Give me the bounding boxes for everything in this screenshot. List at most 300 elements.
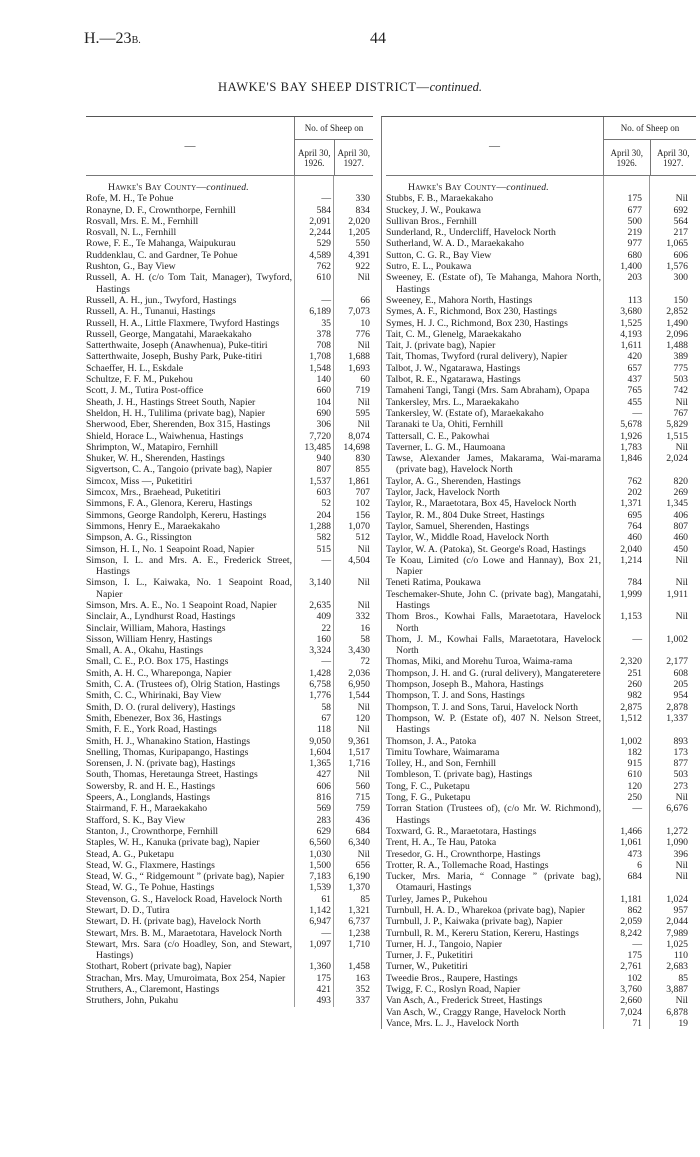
sheep-1926: —	[321, 554, 331, 566]
sheep-1927: 1,544	[348, 690, 370, 702]
owner-name: Van Asch, W., Craggy Range, Havelock North	[386, 1006, 566, 1018]
owner-name: Schultze, F. F. M., Pukehou	[86, 374, 193, 386]
sheep-1927: Nil	[675, 611, 688, 623]
sheep-1926: 175	[316, 972, 331, 984]
sheep-1927: Nil	[357, 701, 370, 713]
sheep-1926: 67	[321, 712, 331, 724]
sheep-1926: 708	[316, 340, 331, 352]
sheep-1926: 421	[316, 984, 331, 996]
sheep-1927: Nil	[675, 859, 688, 871]
owner-name: Turner, J. F., Puketitiri	[386, 950, 474, 962]
table-row	[386, 837, 696, 848]
table-row	[86, 385, 373, 396]
owner-name: Smith, A. H. C., Whareponga, Napier	[86, 667, 232, 679]
table-row	[386, 679, 696, 690]
table-row	[386, 781, 696, 792]
table-row	[386, 769, 696, 780]
sheep-1927: 4,504	[348, 554, 370, 566]
owner-name: Te Koau, Limited (c/o Lowe and Hannay), Box 21, Napier	[386, 554, 601, 578]
table-row	[86, 487, 373, 498]
owner-name: Stead, W. G., “ Ridgemount ” (private bag), Napier	[86, 871, 285, 883]
owner-name: Simmons, Henry E., Maraekakaho	[86, 520, 220, 532]
sheep-1927: 1,370	[348, 882, 370, 894]
sheep-1926: 7,720	[309, 430, 331, 442]
sheep-1927: 460	[673, 532, 688, 544]
sheep-1927: 1,205	[348, 227, 370, 239]
sheep-1927: 7,073	[348, 306, 370, 318]
owner-name: Thompson, T. J. and Sons, Hastings	[386, 690, 525, 702]
sheep-1927: Nil	[357, 724, 370, 736]
col-1927-header: April 30, 1927.	[334, 140, 374, 175]
sheep-1927: Nil	[357, 272, 370, 284]
sheep-1927: 1,490	[666, 317, 688, 329]
table-row	[86, 227, 373, 238]
sheep-1926: 680	[627, 249, 642, 261]
sheep-1927: 1,515	[666, 430, 688, 442]
owner-name: Sutherland, W. A. D., Maraekakaho	[386, 238, 525, 250]
sheep-1926: 1,365	[309, 758, 331, 770]
sheep-1927: 893	[673, 735, 688, 747]
owner-name: Tait, Thomas, Twyford (rural delivery), Napier	[386, 351, 568, 363]
sheep-1927: 707	[355, 487, 370, 499]
sheep-1926: 784	[627, 577, 642, 589]
owner-name: Taylor, A. G., Sherenden, Hastings	[386, 475, 521, 487]
page-number: 44	[370, 30, 386, 47]
owner-name: Sullivan Bros., Fernhill	[386, 215, 477, 227]
table-row	[86, 995, 373, 1006]
sheep-1927: 776	[355, 328, 370, 340]
rows	[386, 193, 696, 1029]
table-row	[386, 261, 696, 272]
owner-name: Tombleson, T. (private bag), Hastings	[386, 769, 533, 781]
owner-name: Snelling, Thomas, Kuripapango, Hastings	[86, 746, 249, 758]
table-row	[386, 736, 696, 747]
owner-name: Ruddenklau, C. and Gardner, Te Pohue	[86, 249, 238, 261]
sheep-1926: 2,040	[620, 543, 642, 555]
owner-name: Stewart, D. D., Tutira	[86, 905, 170, 916]
sheep-1926: 104	[316, 396, 331, 408]
table-row	[386, 690, 696, 701]
group-header: No. of Sheep on	[604, 117, 696, 140]
sheep-1927: 1,070	[348, 520, 370, 532]
sheep-1926: 1,512	[620, 712, 642, 724]
table-row	[86, 374, 373, 385]
sheep-1927: 173	[673, 746, 688, 758]
table-row	[86, 555, 373, 578]
sheep-1927: 550	[355, 238, 370, 250]
sheep-1927: 1,688	[348, 351, 370, 363]
right-table	[381, 116, 696, 1029]
owner-name: Van Asch, A., Frederick Street, Hastings	[386, 995, 543, 1007]
sheep-1927: Nil	[675, 193, 688, 205]
sheep-1926: 1,708	[309, 351, 331, 363]
table-row	[86, 193, 373, 204]
table-row	[386, 431, 696, 442]
sheep-1927: 1,065	[666, 238, 688, 250]
sheep-1926: 283	[316, 814, 331, 826]
sheep-1926: 610	[316, 272, 331, 284]
owner-name: Turnbull, H. A. D., Wharekoa (private bag), Napier	[386, 905, 585, 916]
owner-name: Thompson, Joseph B., Mahora, Hastings	[386, 679, 544, 691]
sheep-1927: 595	[355, 407, 370, 419]
table-row	[86, 577, 373, 600]
sheep-1926: 1,400	[620, 261, 642, 273]
sheep-1926: 5,678	[620, 419, 642, 431]
sheep-1927: 877	[673, 758, 688, 770]
sheep-1927: Nil	[675, 554, 688, 566]
sheep-1927: Nil	[357, 577, 370, 589]
table-row	[86, 363, 373, 374]
owner-name: Torran Station (Trustees of), (c/o Mr. W. Richmond), Hastings	[386, 803, 601, 826]
sheep-1927: 8,074	[348, 430, 370, 442]
owner-name: Stuckey, J. W., Poukawa	[386, 204, 481, 216]
sheep-1927: 1,025	[666, 938, 688, 950]
sheep-1927: 6,737	[348, 916, 370, 928]
owner-name: Rofe, M. H., Te Pohue	[86, 193, 174, 205]
sheep-1926: 460	[627, 532, 642, 544]
table-row	[386, 702, 696, 713]
sheep-1926: 515	[316, 543, 331, 555]
sheep-1926: 118	[316, 724, 331, 736]
sheep-1927: 1,002	[666, 633, 688, 645]
sheep-1927: Nil	[357, 769, 370, 781]
name-column-header: —	[489, 140, 500, 152]
sheep-1926: 250	[627, 792, 642, 804]
sheep-1927: Nil	[357, 419, 370, 431]
owner-name: Vance, Mrs. L. J., Havelock North	[386, 1017, 519, 1029]
sheep-1926: —	[321, 294, 331, 306]
sheep-1927: 1,861	[348, 475, 370, 487]
table-header	[86, 117, 373, 176]
table-row	[386, 611, 696, 634]
owner-name: Stead, W. G., Te Pohue, Hastings	[86, 882, 215, 894]
sheep-1927: 564	[673, 215, 688, 227]
sheep-1927: Nil	[675, 995, 688, 1007]
table-row	[386, 442, 696, 453]
sheep-1926: 657	[627, 362, 642, 374]
group-header: No. of Sheep on	[295, 117, 373, 140]
table-row	[86, 849, 373, 860]
table-row	[86, 510, 373, 521]
owner-name: Tait, C. M., Glenelg, Maraekakaho	[386, 328, 522, 340]
owner-name: Tweedie Bros., Raupere, Hastings	[386, 972, 518, 984]
sheep-1926: 1,181	[620, 893, 642, 905]
table-row	[86, 306, 373, 317]
table-row	[386, 227, 696, 238]
table-row	[86, 238, 373, 249]
table-row	[86, 419, 373, 430]
sheep-1927: 855	[355, 464, 370, 476]
sheep-1926: 306	[316, 419, 331, 431]
owner-name: Simcox, Mrs., Braehead, Puketitiri	[86, 487, 221, 499]
owner-name: Thompson, W. P. (Estate of), 407 N. Nelson Street, Hastings	[386, 712, 601, 736]
owner-name: Shuker, W. H., Sherenden, Hastings	[86, 453, 225, 465]
col-1926-header: April 30, 1926.	[298, 147, 331, 168]
table-row	[86, 781, 373, 792]
owner-name: Turner, W., Puketitiri	[386, 961, 468, 973]
owner-name: Sweeney, E. (Estate of), Te Mahanga, Mahora North, Hastings	[386, 272, 601, 295]
sheep-1927: 503	[673, 769, 688, 781]
table-row	[86, 939, 373, 962]
owner-name: Tankersley, W. (Estate of), Maraekakaho	[386, 407, 544, 419]
owner-name: Rosvall, Mrs. E. M., Fernhill	[86, 215, 199, 227]
sheep-1927: 110	[673, 950, 688, 962]
owner-name: Simson, H. I., No. 1 Seapoint Road, Napier	[86, 543, 255, 555]
sheep-1926: 1,846	[620, 453, 642, 465]
owner-name: Stothart, Robert (private bag), Napier	[86, 961, 232, 973]
sheep-1926: 2,635	[309, 599, 331, 611]
table-row	[86, 623, 373, 634]
table-row	[86, 645, 373, 656]
owner-name: Sutton, C. G. R., Bay View	[386, 249, 492, 261]
table-row	[386, 747, 696, 758]
owner-name: Tankersley, Mrs. L., Maraekakaho	[386, 396, 519, 408]
table-row	[386, 792, 696, 803]
sheep-1927: 156	[355, 509, 370, 521]
col-1926-header: April 30, 1926.	[610, 147, 643, 168]
sheep-1926: 4,589	[309, 249, 331, 261]
table-row	[386, 589, 696, 612]
sheep-1926: 6	[637, 859, 642, 871]
table-row	[86, 544, 373, 555]
sheep-1927: 2,036	[348, 667, 370, 679]
sheep-1926: 1,360	[309, 961, 331, 973]
sheep-1926: 977	[627, 238, 642, 250]
owner-name: Toxward, G. R., Maraetotara, Hastings	[386, 825, 537, 837]
table-row	[386, 995, 696, 1006]
sheep-1926: 71	[632, 1017, 642, 1029]
owner-name: Thom, J. M., Kowhai Falls, Maraetotara, Havelock North	[386, 633, 601, 657]
sheep-1926: 1,525	[620, 317, 642, 329]
sheep-1926: 2,320	[620, 656, 642, 668]
owner-name: Struthers, John, Pukahu	[86, 995, 179, 1007]
table-row	[386, 634, 696, 657]
sheep-1927: 19	[678, 1017, 688, 1029]
sheep-1926: 3,324	[309, 645, 331, 657]
sheep-1926: 7,024	[620, 1006, 642, 1018]
sheep-1927: 1,458	[348, 961, 370, 973]
owner-name: Symes, A. F., Richmond, Box 230, Hastings	[386, 306, 557, 318]
sheep-1926: 6,189	[309, 306, 331, 318]
sheep-1926: 409	[316, 611, 331, 623]
sheep-1927: 66	[360, 294, 370, 306]
owner-name: Sheath, J. H., Hastings Street South, Napier	[86, 396, 256, 408]
owner-name: Stewart, Mrs. B. M., Maraetotara, Havelock North	[86, 927, 282, 939]
table-row	[86, 261, 373, 272]
sheep-1926: —	[321, 193, 331, 205]
table-row	[386, 205, 696, 216]
sheep-1927: 1,911	[666, 588, 688, 600]
owner-name: Smith, F. E., York Road, Hastings	[86, 724, 217, 736]
table-row	[386, 758, 696, 769]
sheep-1927: 102	[355, 498, 370, 510]
sheep-1926: —	[632, 407, 642, 419]
sheep-1926: 8,242	[620, 927, 642, 939]
sheep-1927: 715	[355, 792, 370, 804]
sheep-1926: 690	[316, 407, 331, 419]
sheep-1927: 922	[355, 261, 370, 273]
sheep-1926: 420	[627, 351, 642, 363]
owner-name: Satterthwaite, Joseph (Anawhenua), Puke-titiri	[86, 340, 268, 352]
owner-name: Stanton, J., Crownthorpe, Fernhill	[86, 825, 219, 837]
table-row	[386, 939, 696, 950]
sheep-count-header	[294, 117, 373, 175]
table-row	[386, 238, 696, 249]
sheep-1926: 1,783	[620, 441, 642, 453]
sheep-1926: 58	[321, 701, 331, 713]
sheep-1927: 2,683	[666, 961, 688, 973]
owner-name: Tait, J. (private bag), Napier	[386, 340, 496, 352]
owner-name: Russell, A. H., jun., Twyford, Hastings	[86, 294, 237, 306]
table-row	[386, 408, 696, 419]
sheep-1927: 1,693	[348, 362, 370, 374]
owner-name: Turnbull, R. M., Kereru Station, Kereru, Hastings	[386, 927, 579, 939]
owner-name: Sinclair, William, Mahora, Hastings	[86, 622, 226, 634]
sheep-1927: 2,096	[666, 328, 688, 340]
sheep-1926: 1,153	[620, 611, 642, 623]
owner-name: Teschemaker-Shute, John C. (private bag), Mangatahi, Hastings	[386, 588, 601, 611]
sheep-1926: 584	[316, 204, 331, 216]
table-row	[86, 815, 373, 826]
table-row	[386, 272, 696, 295]
sheep-1926: 862	[627, 905, 642, 916]
owner-name: Taylor, R., Maraetotara, Box 45, Havelock North	[386, 498, 577, 510]
sheep-1927: 503	[673, 374, 688, 386]
owner-name: Taylor, R. M., 804 Duke Street, Hastings	[386, 509, 545, 521]
owner-name: Sheldon, H. H., Tulilima (private bag), Napier	[86, 407, 265, 419]
county-continued: continued.	[206, 182, 249, 193]
owner-name: Twigg, F. C., Roslyn Road, Napier	[386, 984, 521, 996]
owner-name: Smith, Ebenezer, Box 36, Hastings	[86, 712, 222, 724]
sheep-1926: 52	[321, 498, 331, 510]
sheep-1927: Nil	[357, 340, 370, 352]
sheep-1926: 35	[321, 317, 331, 329]
sheep-1927: 163	[355, 972, 370, 984]
table-row	[386, 656, 696, 667]
table-row	[386, 532, 696, 543]
owner-name: Tucker, Mrs. Maria, “ Connage ” (private bag), Otamauri, Hastings	[386, 871, 601, 894]
table-row	[86, 747, 373, 758]
county-name: Hawke's Bay County—	[408, 182, 507, 193]
table-row	[386, 193, 696, 204]
sheep-1926: 529	[316, 238, 331, 250]
sheep-1927: Nil	[675, 792, 688, 804]
owner-name: Taylor, W., Middle Road, Havelock North	[386, 532, 549, 544]
table-row	[86, 476, 373, 487]
sheep-1927: 14,698	[343, 441, 370, 453]
sheep-1926: 427	[316, 769, 331, 781]
table-row	[86, 329, 373, 340]
sheep-1927: 337	[355, 995, 370, 1007]
owner-name: Taverner, L. G. M., Haumoana	[386, 441, 506, 453]
owner-name: Sowersby, R. and H. E., Hastings	[86, 780, 216, 792]
table-row	[86, 690, 373, 701]
sheep-1927: 6,950	[348, 679, 370, 691]
owner-name: Tresedor, G. H., Crownthorpe, Hastings	[386, 848, 541, 860]
sheep-1927: 742	[673, 385, 688, 397]
sheep-1926: 378	[316, 328, 331, 340]
owner-name: Simson, I. L., Kaiwaka, No. 1 Seapoint Road, Napier	[86, 577, 292, 600]
owner-name: Smith, H. J., Whanakino Station, Hastings	[86, 735, 250, 747]
owner-name: Simmons, George Randolph, Kereru, Hastings	[86, 509, 267, 521]
owner-name: Smith, C. A. (Trustees of), Olrig Station, Hastings	[86, 679, 280, 691]
sheep-1926: 1,539	[309, 882, 331, 894]
sheep-1926: 219	[627, 227, 642, 239]
ref-suffix: B.	[131, 35, 141, 46]
sheep-1927: 1,345	[666, 498, 688, 510]
owner-name: Taylor, W. A. (Patoka), St. George's Road, Hastings	[386, 543, 586, 555]
table-row	[386, 928, 696, 939]
document-reference	[84, 30, 141, 48]
sheep-1927: 2,020	[348, 215, 370, 227]
table-row	[86, 408, 373, 419]
owner-name: Simson, Mrs. A. E., No. 1 Seapoint Road, Napier	[86, 599, 277, 611]
left-table	[86, 116, 373, 1007]
owner-name: Stewart, Mrs. Sara (c/o Hoadley, Son, and Stewart, Hastings)	[86, 938, 292, 962]
sheep-1926: 102	[627, 972, 642, 984]
owner-name: Taylor, Samuel, Sherenden, Hastings	[386, 520, 530, 532]
sheep-1926: 1,548	[309, 362, 331, 374]
sheep-1927: 656	[355, 859, 370, 871]
sheep-1926: 1,428	[309, 667, 331, 679]
sheep-1927: 830	[355, 453, 370, 465]
sheep-1926: 120	[627, 780, 642, 792]
table-row	[386, 329, 696, 340]
sheep-1927: 72	[360, 656, 370, 668]
owner-name: Taylor, Jack, Havelock North	[386, 487, 500, 499]
sheep-1927: 775	[673, 362, 688, 374]
sheep-1927: 834	[355, 204, 370, 216]
sheep-1926: 175	[627, 950, 642, 962]
owner-name: Trent, H. A., Te Hau, Patoka	[386, 837, 497, 849]
table-row	[386, 250, 696, 261]
sheep-1926: 807	[316, 464, 331, 476]
owner-name: Tong, F. C., Puketapu	[386, 780, 470, 792]
table-row	[386, 984, 696, 995]
owner-name: Schaeffer, H. L., Eskdale	[86, 362, 184, 374]
sheep-1927: 6,676	[666, 803, 688, 815]
sheep-1927: 1,576	[666, 261, 688, 273]
title-text: HAWKE'S BAY SHEEP DISTRICT—	[218, 80, 430, 94]
table-row	[86, 611, 373, 622]
sheep-1926: 582	[316, 532, 331, 544]
table-row	[86, 736, 373, 747]
owner-name: Talbot, R. E., Ngatarawa, Hastings	[386, 374, 521, 386]
sheep-1926: 493	[316, 995, 331, 1007]
sheep-1927: 85	[360, 893, 370, 905]
sheep-1926: 4,193	[620, 328, 642, 340]
table-row	[386, 374, 696, 385]
sheep-1927: 60	[360, 374, 370, 386]
table-row	[86, 973, 373, 984]
sheep-count-header	[603, 117, 696, 175]
owner-name: Smith, C. C., Whirinaki, Bay View	[86, 690, 222, 702]
table-row	[86, 882, 373, 893]
sheep-1926: 260	[627, 679, 642, 691]
sheep-1926: 203	[627, 272, 642, 284]
table-row	[386, 544, 696, 555]
table-row	[386, 318, 696, 329]
table-row	[386, 871, 696, 894]
sheep-1926: 6,947	[309, 916, 331, 928]
table-row	[86, 318, 373, 329]
sheep-1927: 1,716	[348, 758, 370, 770]
sheep-1926: 13,485	[304, 441, 331, 453]
sheep-1926: 660	[316, 385, 331, 397]
sheep-1927: 1,337	[666, 712, 688, 724]
sheep-1926: 940	[316, 453, 331, 465]
owner-name: Teneti Ratima, Poukawa	[386, 577, 481, 589]
